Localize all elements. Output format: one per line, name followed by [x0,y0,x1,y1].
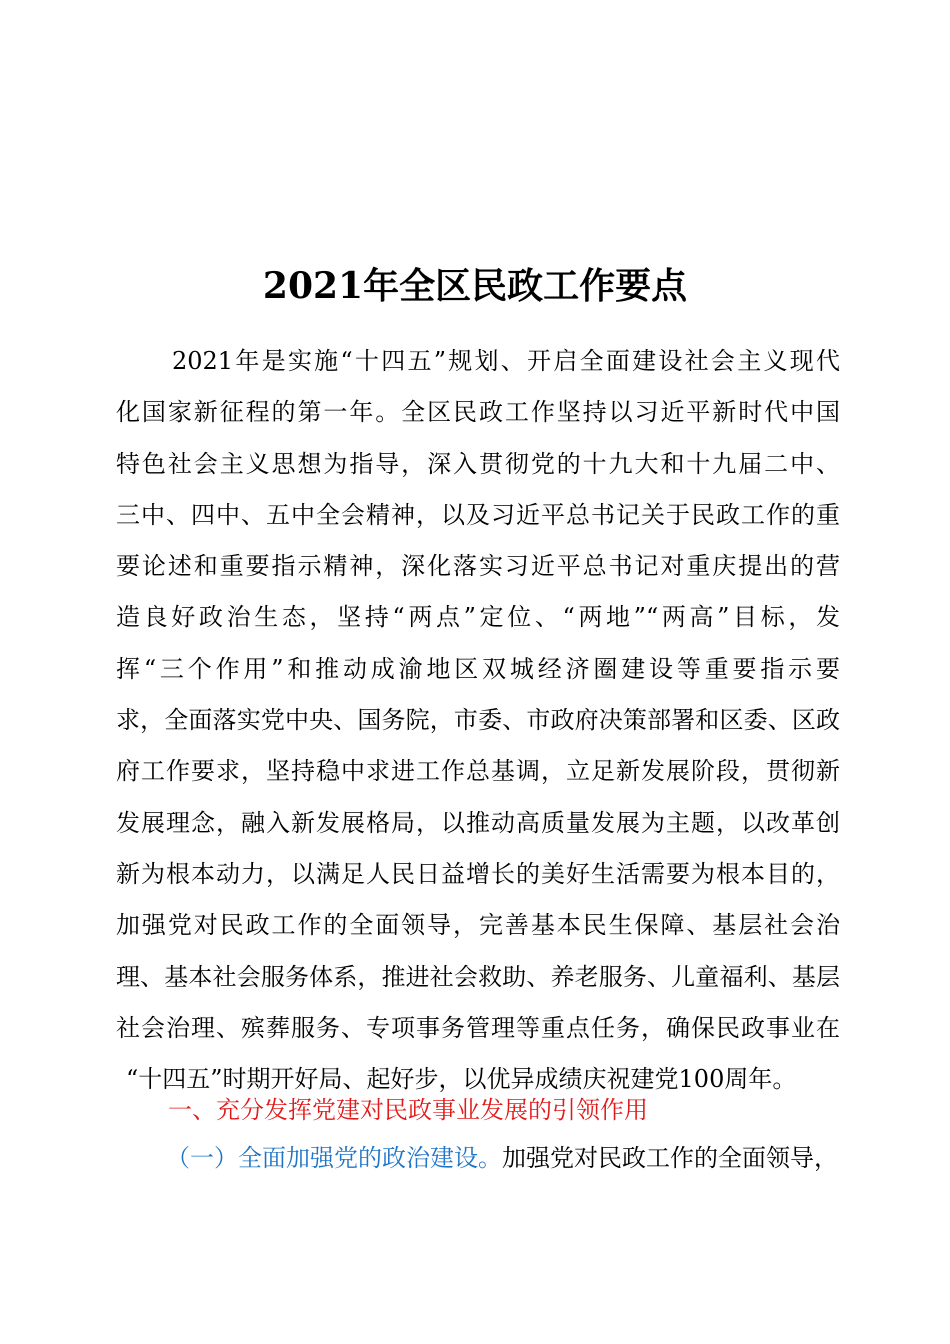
section-heading: 一、充分发挥党建对民政事业发展的引领作用 [168,1096,648,1124]
paragraph-line: 造良好政治生态，坚持“两点”定位、“两地”“两高”目标，发 [116,603,840,632]
paragraph-line: 加强党对民政工作的全面领导，完善基本民生保障、基层社会治 [116,911,840,940]
document-title: 2021年全区民政工作要点 [262,265,688,307]
subsection-text: 加强党对民政工作的全面领导， [502,1144,838,1172]
paragraph-line: 特色社会主义思想为指导，深入贯彻党的十九大和十九届二中、 [116,449,840,478]
paragraph-line: 求，全面落实党中央、国务院，市委、市政府决策部署和区委、区政 [116,706,840,735]
intro-paragraph [116,336,840,1105]
paragraph-line: 要论述和重要指示精神，深化落实习近平总书记对重庆提出的营 [116,552,840,581]
paragraph-line: 社会治理、殡葬服务、专项事务管理等重点任务，确保民政事业在 [116,1013,840,1042]
paragraph-line: 府工作要求，坚持稳中求进工作总基调，立足新发展阶段，贯彻新 [116,757,840,786]
paragraph-line: “十四五”时期开好局、起好步，以优异成绩庆祝建党100周年。 [126,1065,797,1094]
paragraph-line: 化国家新征程的第一年。全区民政工作坚持以习近平新时代中国 [116,398,840,427]
paragraph-line: 理、基本社会服务体系，推进社会救助、养老服务、儿童福利、基层 [116,962,840,991]
paragraph-line: 新为根本动力，以满足人民日益增长的美好生活需要为根本目的， [116,859,840,888]
paragraph-line: 三中、四中、五中全会精神，以及习近平总书记关于民政工作的重 [116,500,840,529]
paragraph-line: 2021年是实施“十四五”规划、开启全面建设社会主义现代 [172,347,840,375]
paragraph-line: 发展理念，融入新发展格局，以推动高质量发展为主题，以改革创 [116,808,840,837]
paragraph-line: 挥“三个作用”和推动成渝地区双城经济圈建设等重要指示要 [116,654,840,683]
subsection-heading: （一）全面加强党的政治建设。 [166,1144,502,1172]
subsection-line [166,1134,840,1182]
